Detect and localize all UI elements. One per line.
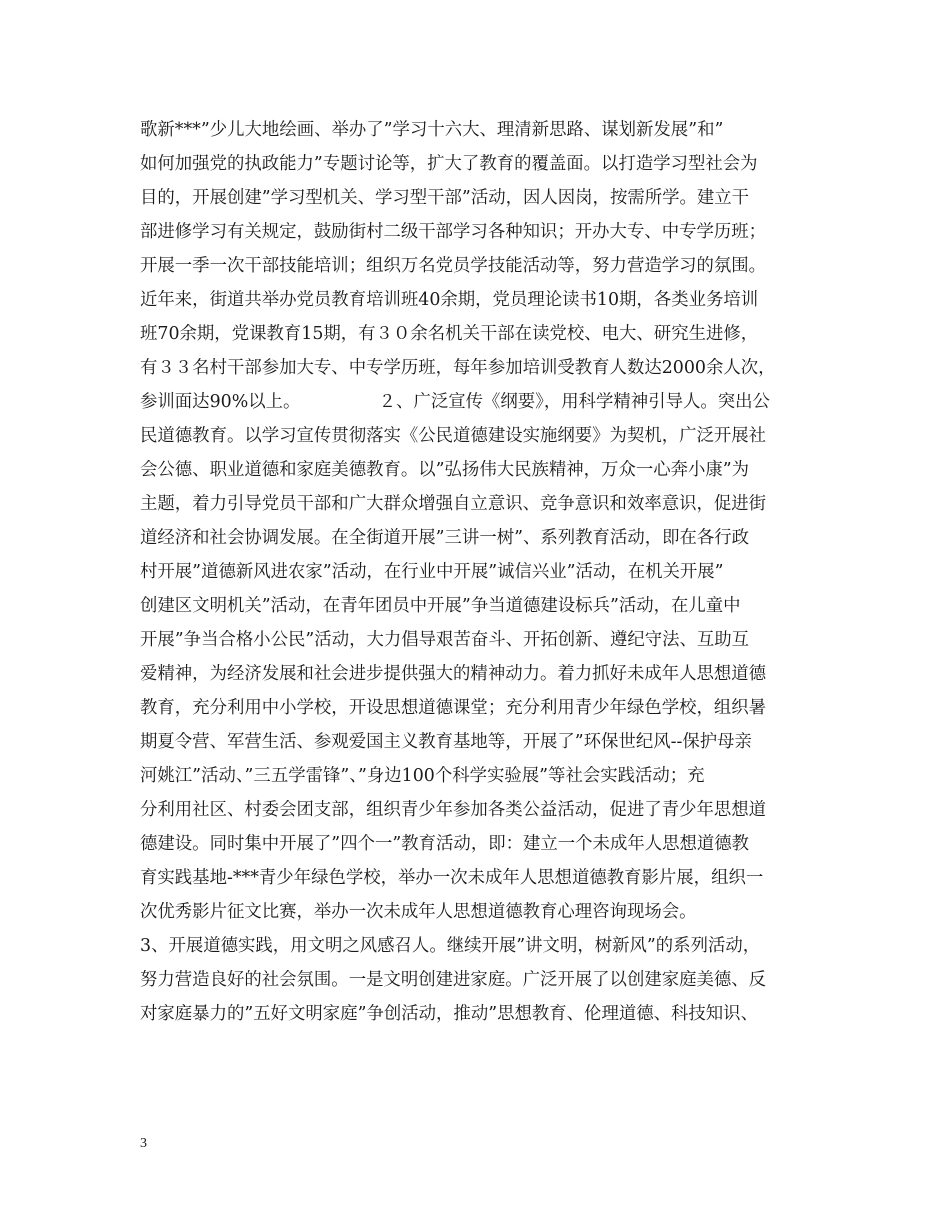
text-line: 努力营造良好的社会氛围。一是文明创建进家庭。广泛开展了以创建家庭美德、反 [140, 970, 767, 990]
text-line: 目的，开展创建”学习型机关、学习型干部”活动，因人因岗，按需所学。建立干 [140, 188, 750, 208]
text-line: 部进修学习有关规定，鼓励街村二级干部学习各种知识；开办大专、中专学历班； [140, 222, 767, 242]
text-line: 分利用社区、村委会团支部，组织青少年参加各类公益活动，促进了青少年思想道 [140, 800, 767, 820]
text-line: 参训面达90%以上。 ２、广泛宣传《纲要》，用科学精神引导人。突出公 [140, 392, 770, 412]
text-line: 德建设。同时集中开展了”四个一”教育活动，即：建立一个未成年人思想道德教 [140, 834, 750, 854]
text-line: 主题，着力引导党员干部和广大群众增强自立意识、竞争意识和效率意识，促进街 [140, 494, 767, 514]
text-line: 道经济和社会协调发展。在全街道开展”三讲一树”、系列教育活动，即在各行政 [140, 528, 750, 548]
text-line: 爱精神，为经济发展和社会进步提供强大的精神动力。着力抓好未成年人思想道德 [140, 664, 767, 684]
text-line: 次优秀影片征文比赛，举办一次未成年人思想道德教育心理咨询现场会。 [140, 902, 697, 922]
body-text [140, 113, 815, 1031]
text-line: 民道德教育。以学习宣传贯彻落实《公民道德建设实施纲要》为契机，广泛开展社 [140, 426, 767, 446]
text-line: 如何加强党的执政能力”专题讨论等，扩大了教育的覆盖面。以打造学习型社会为 [140, 154, 758, 174]
text-line: 创建区文明机关”活动，在青年团员中开展”争当道德建设标兵”活动，在儿童中 [140, 596, 741, 616]
text-line: 近年来，街道共举办党员教育培训班40余期，党员理论读书10期，各类业务培训 [140, 290, 759, 310]
text-line: 班70余期，党课教育15期，有３０余名机关干部在读党校、电大、研究生进修， [140, 324, 759, 344]
text-line: 教育，充分利用中小学校，开设思想道德课堂；充分利用青少年绿色学校，组织暑 [140, 698, 767, 718]
text-line: 河姚江”活动、”三五学雷锋”、”身边100个科学实验展”等社会实践活动；充 [140, 766, 705, 786]
text-line: 开展”争当合格小公民”活动，大力倡导艰苦奋斗、开拓创新、遵纪守法、互助互 [140, 630, 750, 650]
text-line: 育实践基地-***青少年绿色学校，举办一次未成年人思想道德教育影片展，组织一 [140, 868, 764, 888]
text-line: 有３３名村干部参加大专、中专学历班，每年参加培训受教育人数达2000余人次， [140, 358, 776, 378]
text-line: 歌新***”少儿大地绘画、举办了”学习十六大、理清新思路、谋划新发展”和” [140, 120, 724, 140]
text-line: 会公德、职业道德和家庭美德教育。以”弘扬伟大民族精神，万众一心奔小康”为 [140, 460, 750, 480]
text-line: 期夏令营、军营生活、参观爱国主义教育基地等，开展了”环保世纪风--保护母亲 [140, 732, 752, 752]
text-line: 3、开展道德实践，用文明之风感召人。继续开展”讲文明，树新风”的系列活动， [140, 936, 761, 956]
text-line: 开展一季一次干部技能培训；组织万名党员学技能活动等，努力营造学习的氛围。 [140, 256, 767, 276]
page-number: 3 [140, 1136, 147, 1151]
text-line: 对家庭暴力的”五好文明家庭”争创活动，推动”思想教育、伦理道德、科技知识、 [140, 1004, 758, 1024]
text-line: 村开展”道德新风进农家”活动，在行业中开展”诚信兴业”活动，在机关开展” [140, 562, 724, 582]
